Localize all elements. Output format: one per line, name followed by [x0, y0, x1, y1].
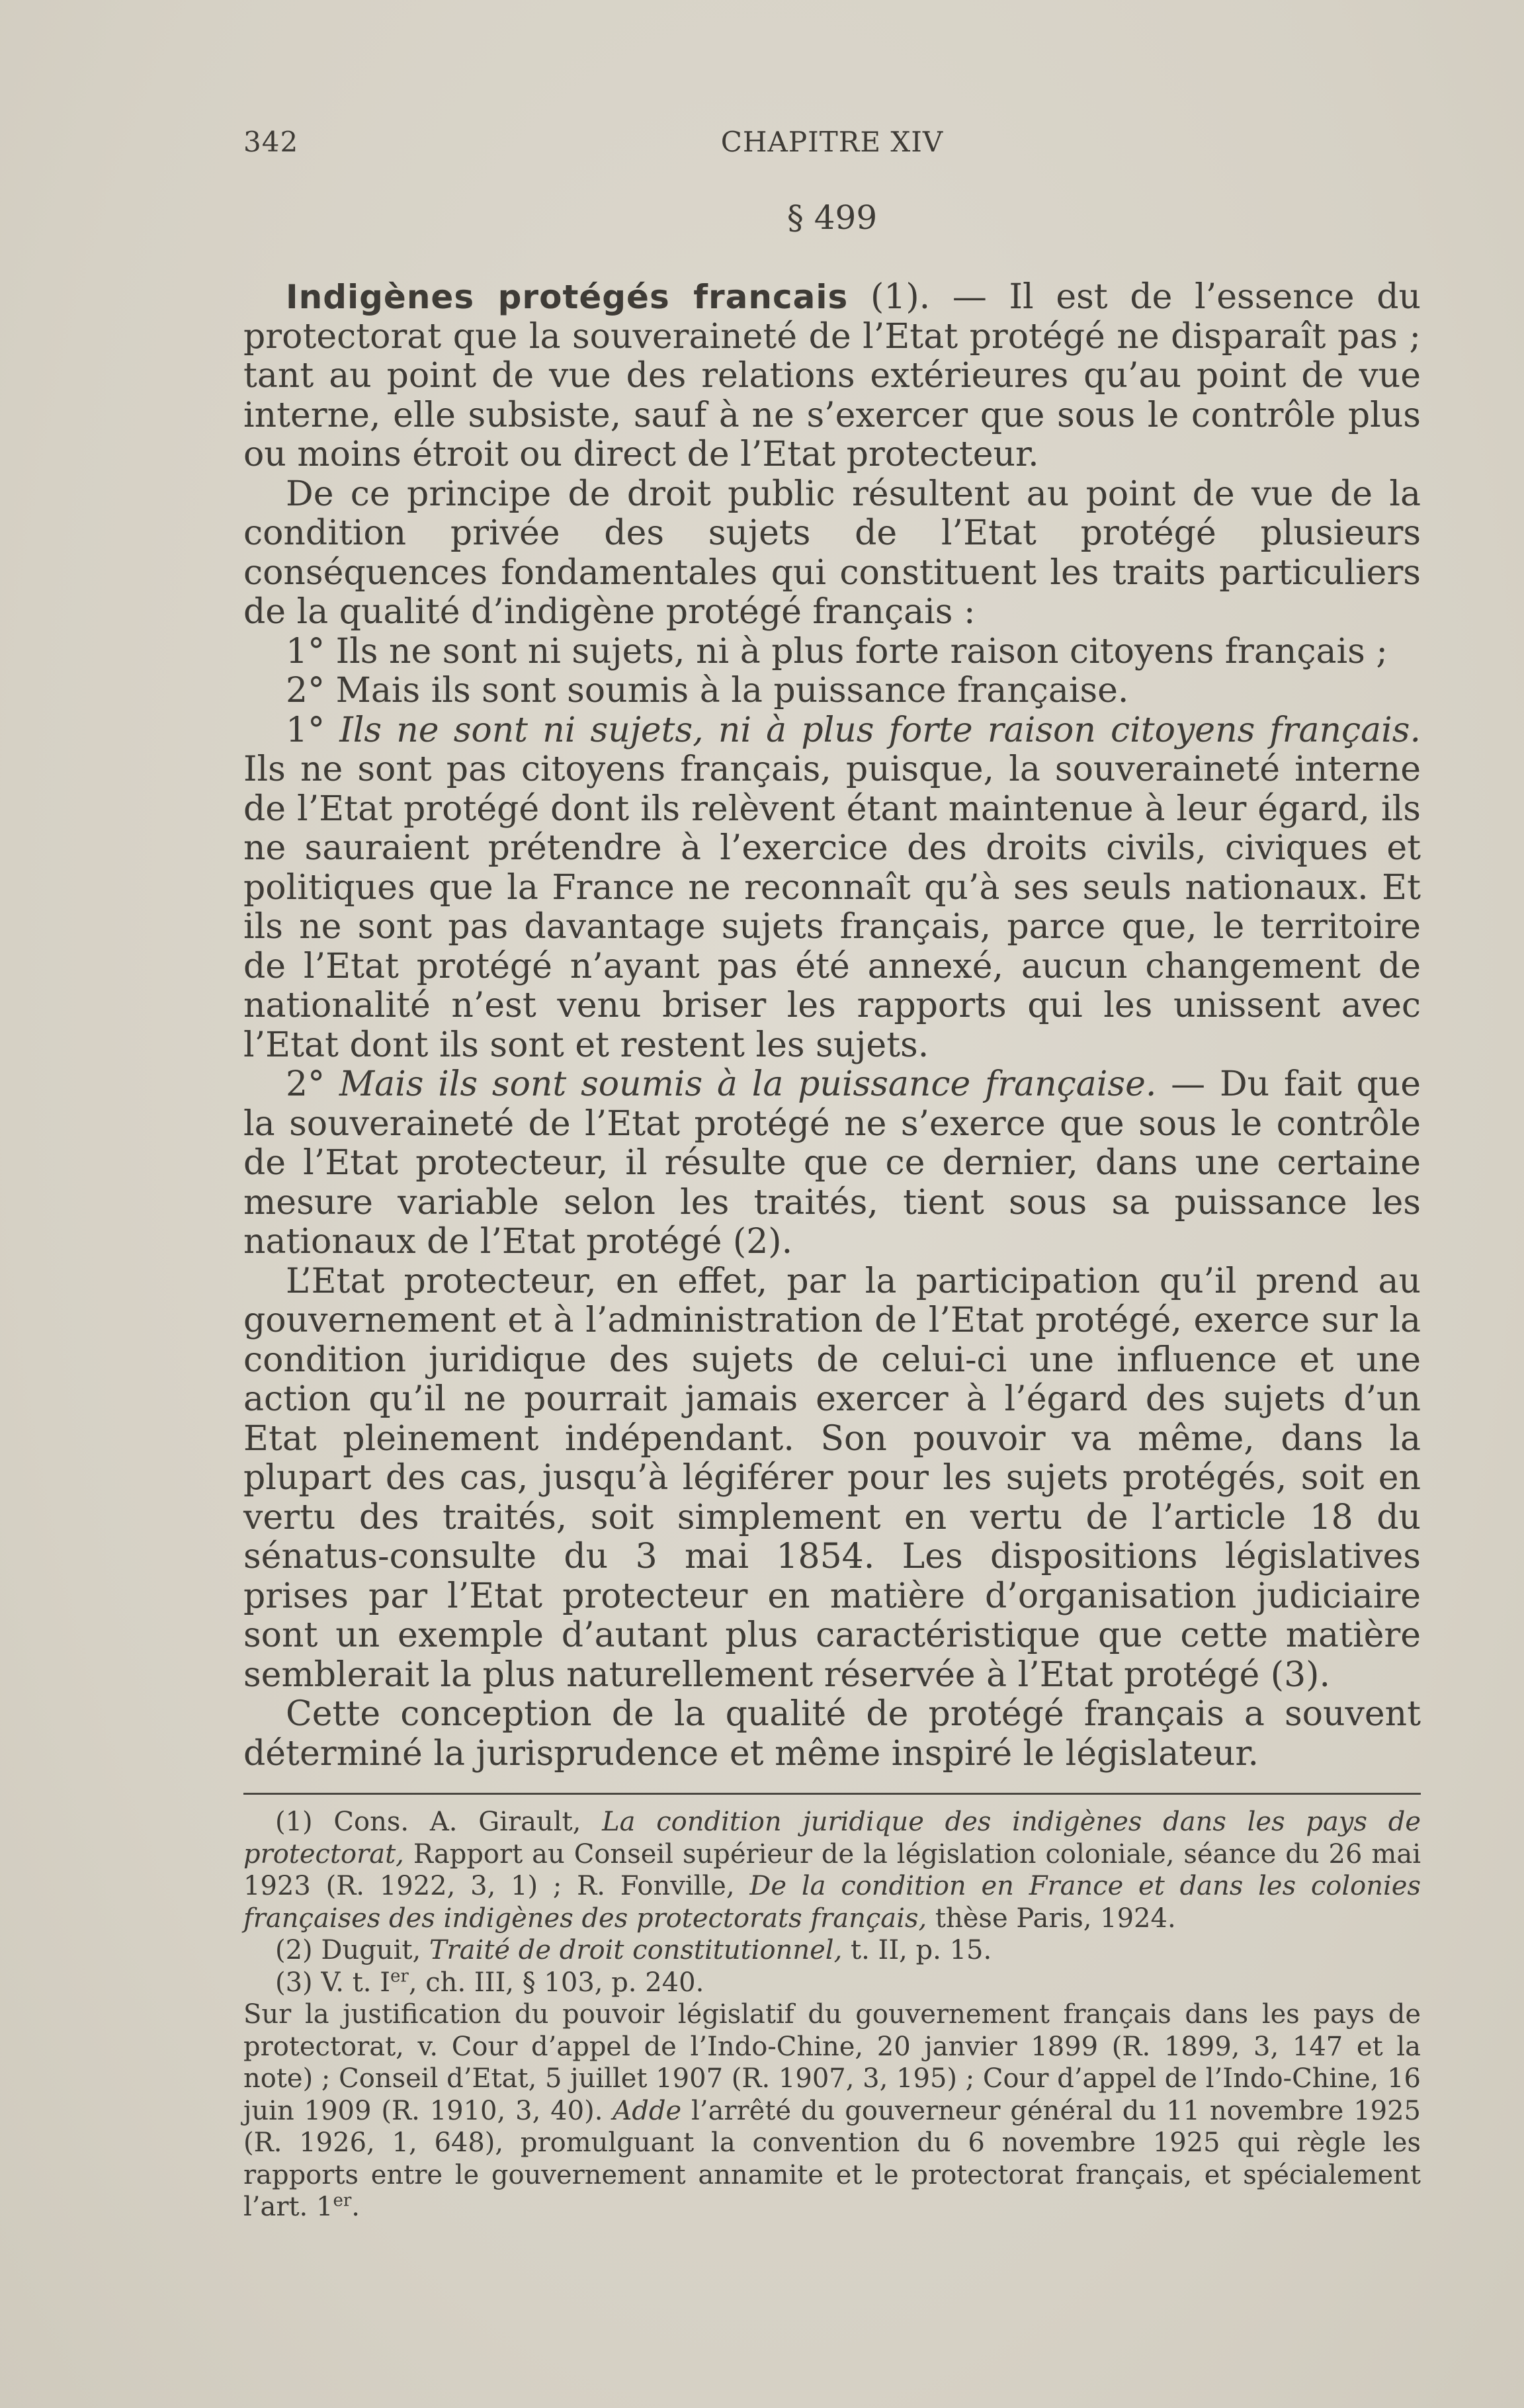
footnote-text: thèse Paris, 1924. — [927, 1903, 1176, 1934]
footnote-superscript: er — [390, 1966, 409, 1987]
paragraph-text: Ils ne sont pas citoyens français, puisque, la souveraineté interne de l’Etat protégé dont ils relèvent étant maintenue à leur égard, ils ne sauraient prétendre à l’exercice des droits civils, civiques et politiques que la France ne reconnaît qu’à ses seuls nationaux. Et ils ne sont pas davantage sujets français, parce que, le territoire de l’Etat protégé n’ayant pas été annexé, aucun changement de nationalité n’est venu briser les rapports qui les unissent avec l’Etat dont ils sont et restent les sujets. — [243, 750, 1421, 1065]
paragraph-text: — Du fait que la souveraineté de l’Etat protégé ne s’exerce que sous le contrôle de l’Etat protecteur, il résulte que ce dernier, dans une certaine mesure variable selon les traités, tient sous sa puissance les nationaux de l’Etat protégé (2). — [243, 1064, 1421, 1262]
paragraph-italic-heading: Mais ils sont soumis à la puissance française. — [339, 1064, 1157, 1104]
footnote-text: . — [351, 2192, 360, 2222]
chapter-title: CHAPITRE XIV — [720, 126, 944, 158]
footnote-text: l’arrêté du gouverneur général du 11 novembre 1925 (R. 1926, 1, 648), promulguant la convention du 6 novembre 1925 qui règle les rapports entre le gouvernement annamite et le protectorat français, et spécialement l’art. 1 — [243, 2095, 1421, 2222]
footnote-title: De la condition en France et dans les colonies françaises des indigènes des protectorats français, — [243, 1871, 1421, 1934]
footnotes — [243, 1806, 1421, 2223]
footnote-title: Adde — [613, 2095, 682, 2126]
paragraph-6 — [243, 1065, 1421, 1262]
footnote-divider — [243, 1793, 1421, 1795]
paragraph-5 — [243, 711, 1421, 1066]
footnote-title: Traité de droit constitutionnel, — [429, 1935, 843, 1965]
footnote-2 — [243, 1934, 1421, 1967]
paragraph-number: 2° — [286, 1064, 339, 1104]
footnote-1 — [243, 1806, 1421, 1934]
footnote-text: (3) V. t. I — [275, 1967, 391, 1998]
paragraph-number: 1° — [286, 710, 340, 750]
paragraph-4: 2° Mais ils sont soumis à la puissance française. — [286, 671, 1129, 710]
paragraph-1 — [243, 278, 1421, 475]
footnote-text: Sur la justification du pouvoir législatif du gouvernement français dans les pays de protectorat, v. Cour d’appel de l’Indo-Chine, 20 janvier 1899 (R. 1899, 3, 147 et la note) ; Conseil d’Etat, 5 juillet 1907 (R. 1907, 3, 195) ; Cour d’appel de l’Indo-Chine, 16 juin 1909 (R. 1910, 3, 40). — [243, 1999, 1421, 2126]
footnote-text: t. II, p. 15. — [842, 1935, 992, 1965]
footnote-4 — [243, 1999, 1421, 2223]
footnote-text: Rapport au Conseil supérieur de la législation coloniale, séance du 26 mai 1923 (R. 1922, 3, 1) ; R. Fonville, — [243, 1838, 1421, 1901]
footnote-text: , ch. III, § 103, p. 240. — [408, 1967, 704, 1998]
main-text — [243, 278, 1421, 1774]
section-heading: § 499 — [786, 198, 878, 237]
footnote-text: (2) Duguit, — [275, 1935, 429, 1965]
paragraph-8: Cette conception de la qualité de protégé français a souvent déterminé la jurisprudence et même inspiré le législateur. — [243, 1694, 1421, 1774]
footnote-title: La condition juridique des indigènes dans les pays de protectorat, — [243, 1807, 1421, 1870]
paragraph-text: Il est de l’essence du protectorat que la souveraineté de l’Etat protégé ne disparaît pas ; tant au point de vue des relations extérieures qu’au point de vue interne, elle subsiste, sauf à ne s’exercer que sous le contrôle plus ou moins étroit ou direct de l’Etat protecteur. — [243, 277, 1421, 474]
page-number: 342 — [243, 126, 299, 158]
paragraph-3: 1° Ils ne sont ni sujets, ni à plus forte raison citoyens français ; — [286, 631, 1388, 671]
paragraph-7: L’Etat protecteur, en effet, par la participation qu’il prend au gouvernement et à l’administration de l’Etat protégé, exerce sur la condition juridique des sujets de celui-ci une influence et une action qu’il ne pourrait jamais exercer à l’égard des sujets d’un Etat pleinement indépendant. Son pouvoir va même, dans la plupart des cas, jusqu’à légiférer pour les sujets protégés, soit en vertu des traités, soit simplement en vertu de l’article 18 du sénatus-consulte du 3 mai 1854. Les dispositions législatives prises par l’Etat protecteur en matière d’organisation judiciaire sont un exemple d’autant plus caractéristique que cette matière semblerait la plus naturellement réservée à l’Etat protégé (3). — [243, 1261, 1421, 1695]
running-header — [243, 126, 1421, 172]
footnote-text: (1) Cons. A. Girault, — [275, 1807, 603, 1837]
footnote-3 — [243, 1967, 1421, 1999]
paragraph-italic-heading: Ils ne sont ni sujets, ni à plus forte raison citoyens français. — [339, 710, 1421, 750]
paragraph-ref: (1). — — [848, 277, 1009, 317]
footnote-superscript: er — [333, 2190, 352, 2211]
paragraph-lead: Indigènes protégés francais — [286, 278, 849, 316]
paragraph-2: De ce principe de droit public résultent au point de vue de la condition privée des sujets de l’Etat protégé plusieurs conséquences fondamentales qui constituent les traits particuliers de la qualité d’indigène protégé français : — [243, 474, 1421, 632]
